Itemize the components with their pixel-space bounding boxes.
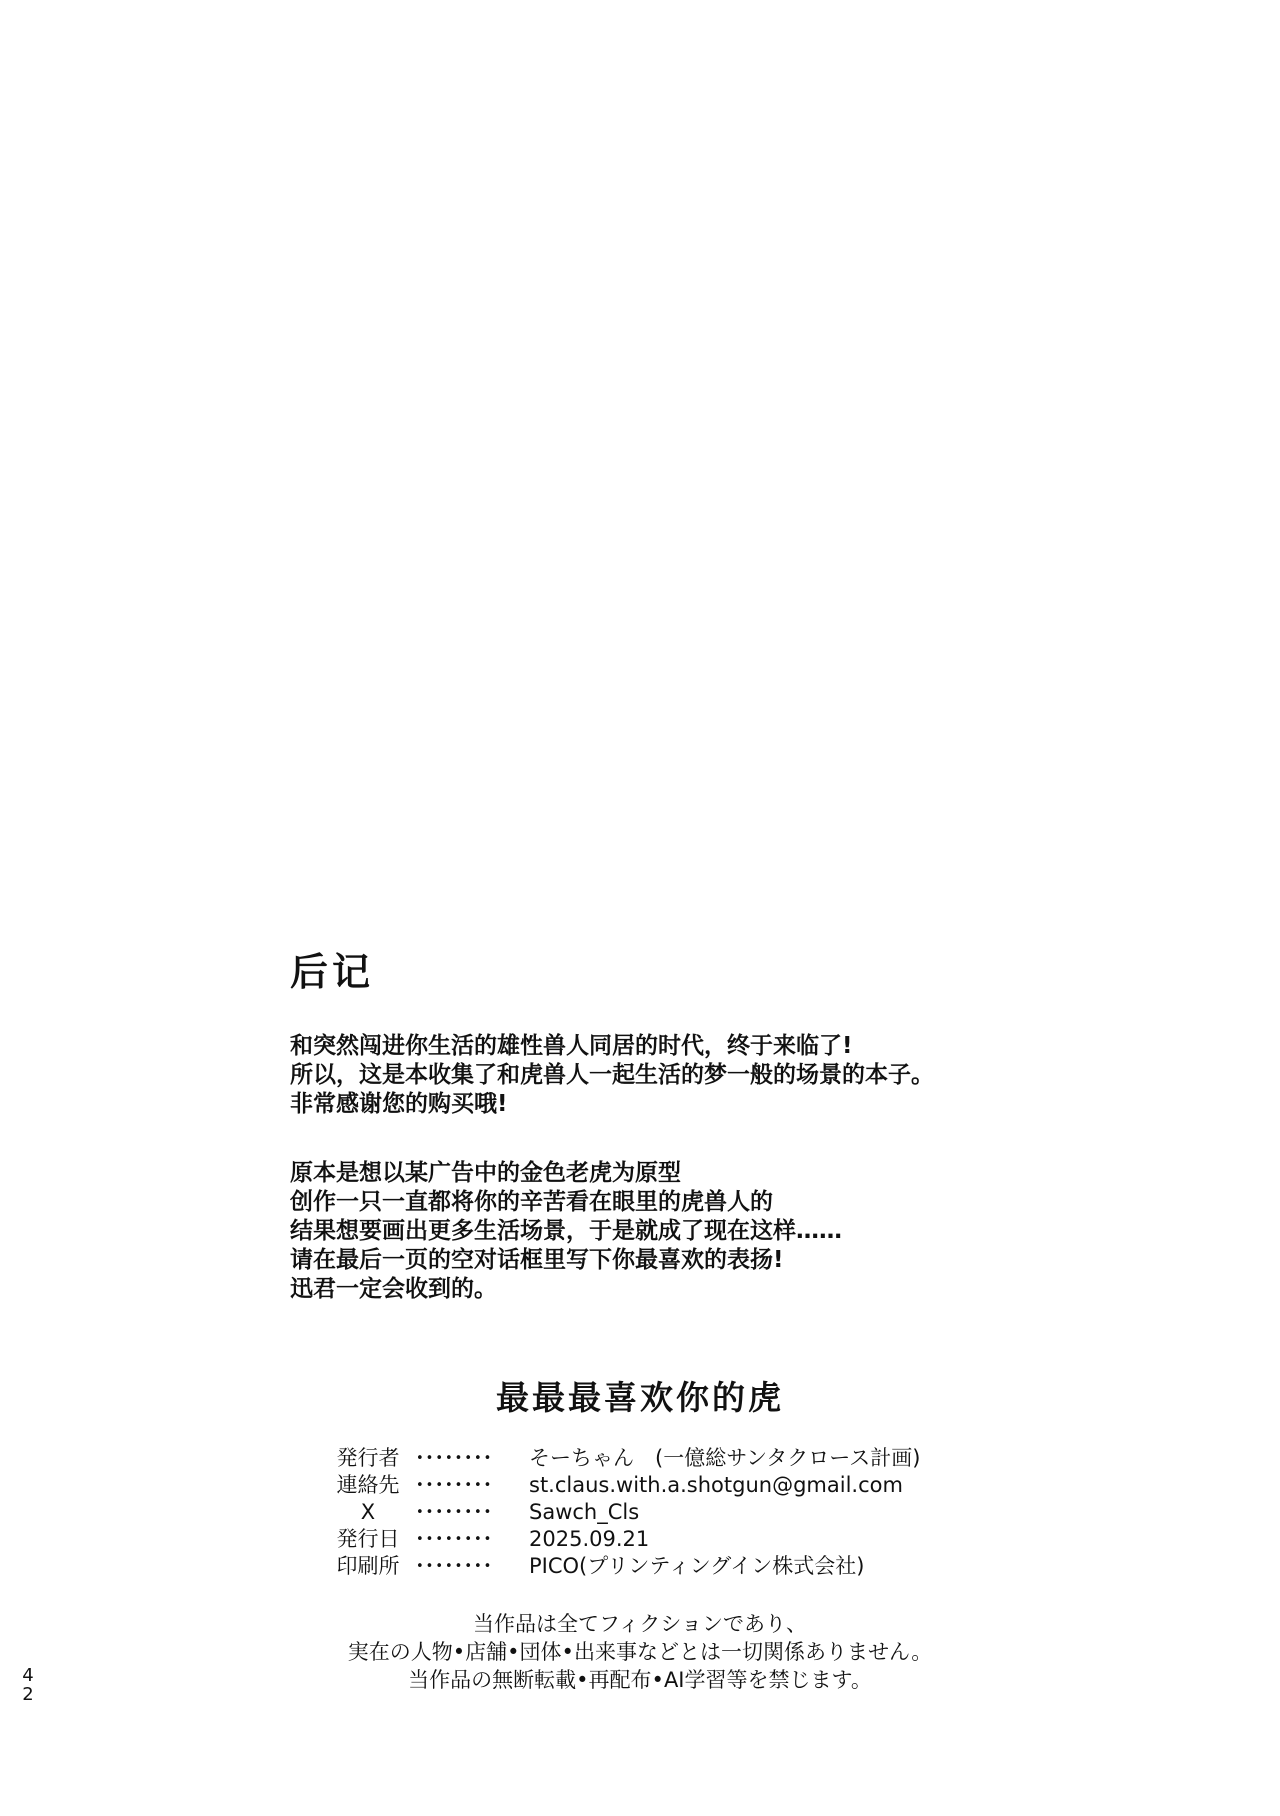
colophon-row-x	[332, 1499, 1032, 1526]
colophon-row-publisher	[332, 1445, 1032, 1472]
colophon-dots: ••••••••	[416, 1532, 494, 1547]
colophon-dots: ••••••••	[416, 1478, 494, 1493]
colophon-value: Sawch_Cls	[529, 1500, 640, 1524]
colophon-value: st.claus.with.a.shotgun@gmail.com	[529, 1473, 903, 1497]
afterword-line: 非常感谢您的购买哦!	[290, 1091, 508, 1117]
colophon-key: 発行日	[336, 1527, 400, 1551]
colophon-value: そーちゃん (一億総サンタクロース計画)	[529, 1446, 921, 1470]
disclaimer	[0, 1610, 1280, 1694]
colophon-row-date	[332, 1526, 1032, 1553]
colophon-value: PICO(プリンティングイン株式会社)	[529, 1554, 865, 1578]
afterword-line: 和突然闯进你生活的雄性兽人同居的时代，终于来临了!	[290, 1033, 853, 1059]
colophon-value: 2025.09.21	[529, 1527, 650, 1551]
colophon-key: 連絡先	[336, 1473, 400, 1497]
disclaimer-line: 当作品の無断転載•再配布•AI学習等を禁じます。	[408, 1668, 872, 1692]
colophon-dots: ••••••••	[416, 1505, 494, 1520]
afterword-line: 结果想要画出更多生活场景，于是就成了现在这样……	[290, 1218, 842, 1244]
colophon-row-printer	[332, 1553, 1032, 1580]
book-title: 最最最喜欢你的虎	[496, 1378, 784, 1417]
page-number: 42	[22, 1665, 34, 1705]
disclaimer-line: 当作品は全てフィクションであり、	[473, 1612, 807, 1636]
afterword-line: 迅君一定会收到的。	[290, 1276, 497, 1302]
afterword-line: 所以，这是本收集了和虎兽人一起生活的梦一般的场景的本子。	[290, 1062, 934, 1088]
afterword-title: 后记	[290, 950, 375, 994]
afterword-paragraph	[290, 1032, 1050, 1119]
afterword-line: 原本是想以某广告中的金色老虎为原型	[290, 1160, 681, 1186]
disclaimer-line: 実在の人物•店舗•団体•出来事などとは一切関係ありません。	[347, 1640, 933, 1664]
colophon-key: 発行者	[336, 1446, 400, 1470]
colophon-row-contact	[332, 1472, 1032, 1499]
afterword-line: 创作一只一直都将你的辛苦看在眼里的虎兽人的	[290, 1189, 773, 1215]
colophon-key: X	[360, 1500, 376, 1524]
colophon	[332, 1445, 1032, 1580]
colophon-dots: ••••••••	[416, 1451, 494, 1466]
colophon-dots: ••••••••	[416, 1559, 494, 1574]
afterword-section	[290, 950, 1050, 1344]
afterword-paragraph	[290, 1159, 1050, 1304]
colophon-key: 印刷所	[336, 1554, 400, 1578]
afterword-line: 请在最后一页的空对话框里写下你最喜欢的表扬!	[290, 1247, 784, 1273]
